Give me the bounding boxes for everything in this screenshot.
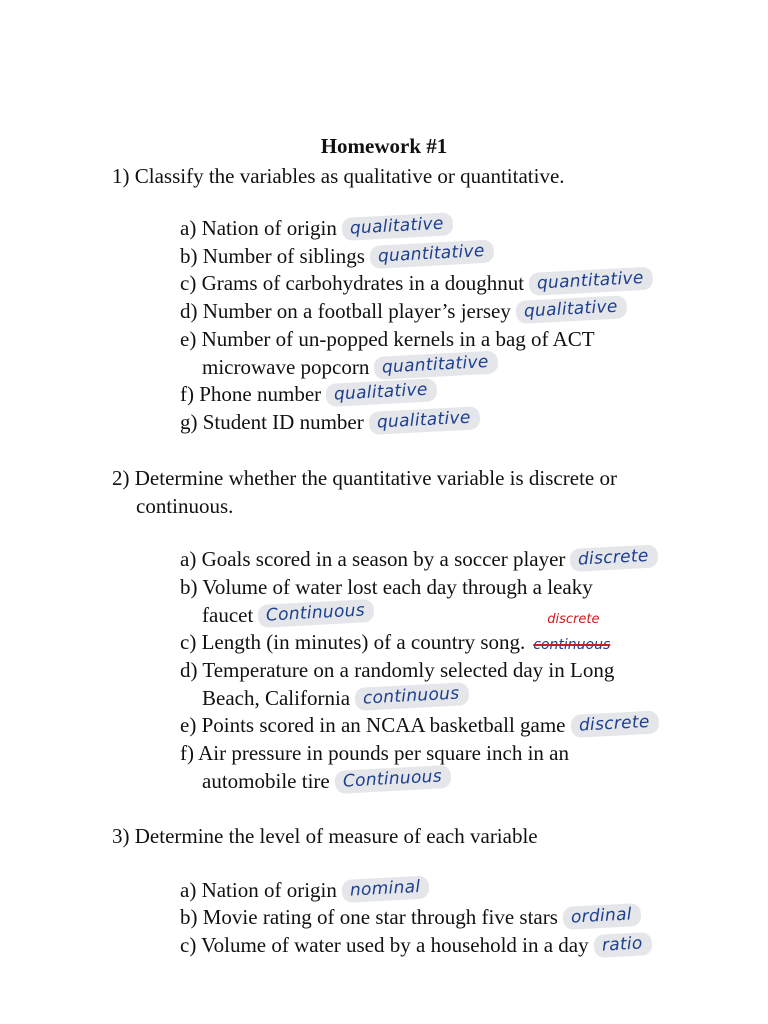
q2-item-b-text-continued: faucet xyxy=(202,602,254,627)
q1-item-e-answer: quantitative xyxy=(374,350,499,379)
q1-item-e xyxy=(180,326,750,381)
page-title: Homework #1 xyxy=(320,134,448,158)
q2-item-c-answer-group xyxy=(533,612,611,660)
q1-item-e-text: e) Number of un-popped kernels in a bag of ACT xyxy=(180,327,595,351)
q1-item-a-text: a) Nation of origin xyxy=(180,216,337,240)
q1-item-a xyxy=(180,215,750,243)
q2-item-b-answer: Continuous xyxy=(258,598,375,627)
q2-item-b xyxy=(180,574,750,629)
q1-item-e-text-continued: microwave popcorn xyxy=(202,354,370,379)
q3-item-b-text: b) Movie rating of one star through five stars xyxy=(180,905,558,929)
q2-item-f-text-continued: automobile tire xyxy=(202,768,330,793)
q1-item-d-text: d) Number on a football player’s jersey xyxy=(180,299,511,323)
q2-item-a-text: a) Goals scored in a season by a soccer player xyxy=(180,547,566,571)
q1-item-c-answer: quantitative xyxy=(528,267,653,296)
q1-item-c xyxy=(180,270,750,298)
q1-item-b-answer: quantitative xyxy=(369,240,494,269)
q2-item-b-text: b) Volume of water lost each day through a leaky xyxy=(180,575,593,599)
q2-item-d-answer: continuous xyxy=(355,682,470,711)
q1-item-d-answer: qualitative xyxy=(515,295,627,324)
question-2-prompt-line2: continuous. xyxy=(136,494,234,518)
q1-item-b-text: b) Number of siblings xyxy=(180,244,365,268)
q2-item-d-text-continued: Beach, California xyxy=(202,685,351,710)
q2-item-a xyxy=(180,546,750,574)
q3-item-b xyxy=(180,904,750,932)
q1-item-c-text: c) Grams of carbohydrates in a doughnut xyxy=(180,271,525,295)
q2-item-d xyxy=(180,657,750,712)
q2-item-f-answer: Continuous xyxy=(334,764,451,793)
q3-item-a-text: a) Nation of origin xyxy=(180,878,337,902)
q3-item-c xyxy=(180,932,750,960)
q3-item-a xyxy=(180,877,750,905)
q3-item-a-answer: nominal xyxy=(341,875,430,903)
question-2-prompt-line1: 2) Determine whether the quantitative variable is discrete or xyxy=(112,466,617,490)
q2-item-e-answer: discrete xyxy=(570,710,659,738)
q1-item-d xyxy=(180,298,750,326)
q1-item-g xyxy=(180,409,750,437)
q3-item-b-answer: ordinal xyxy=(562,903,641,930)
question-2-prompt xyxy=(112,464,712,520)
q2-item-f-text: f) Air pressure in pounds per square inch in an xyxy=(180,741,569,765)
q2-item-a-answer: discrete xyxy=(570,544,659,572)
q2-item-c-correction: discrete xyxy=(547,612,600,627)
q2-item-e-text: e) Points scored in an NCAA basketball game xyxy=(180,713,566,737)
q2-item-f xyxy=(180,740,750,795)
q2-item-c-struck-answer: continuous xyxy=(533,637,611,653)
q1-item-a-answer: qualitative xyxy=(341,212,453,241)
q2-item-d-text: d) Temperature on a randomly selected day in Long xyxy=(180,658,615,682)
q2-item-e xyxy=(180,712,750,740)
question-3-prompt: 3) Determine the level of measure of each variable xyxy=(112,824,538,848)
q1-item-g-answer: qualitative xyxy=(368,406,480,435)
q3-item-c-answer: ratio xyxy=(593,932,652,958)
q1-item-f-text: f) Phone number xyxy=(180,382,322,406)
q1-item-f xyxy=(180,381,750,409)
q2-item-c-text: c) Length (in minutes) of a country song. xyxy=(180,630,526,654)
q3-item-c-text: c) Volume of water used by a household in a day xyxy=(180,933,589,957)
question-1-prompt: 1) Classify the variables as qualitative or quantitative. xyxy=(112,164,565,188)
q1-item-g-text: g) Student ID number xyxy=(180,410,364,434)
q1-item-b xyxy=(180,243,750,271)
q1-item-f-answer: qualitative xyxy=(326,378,438,407)
